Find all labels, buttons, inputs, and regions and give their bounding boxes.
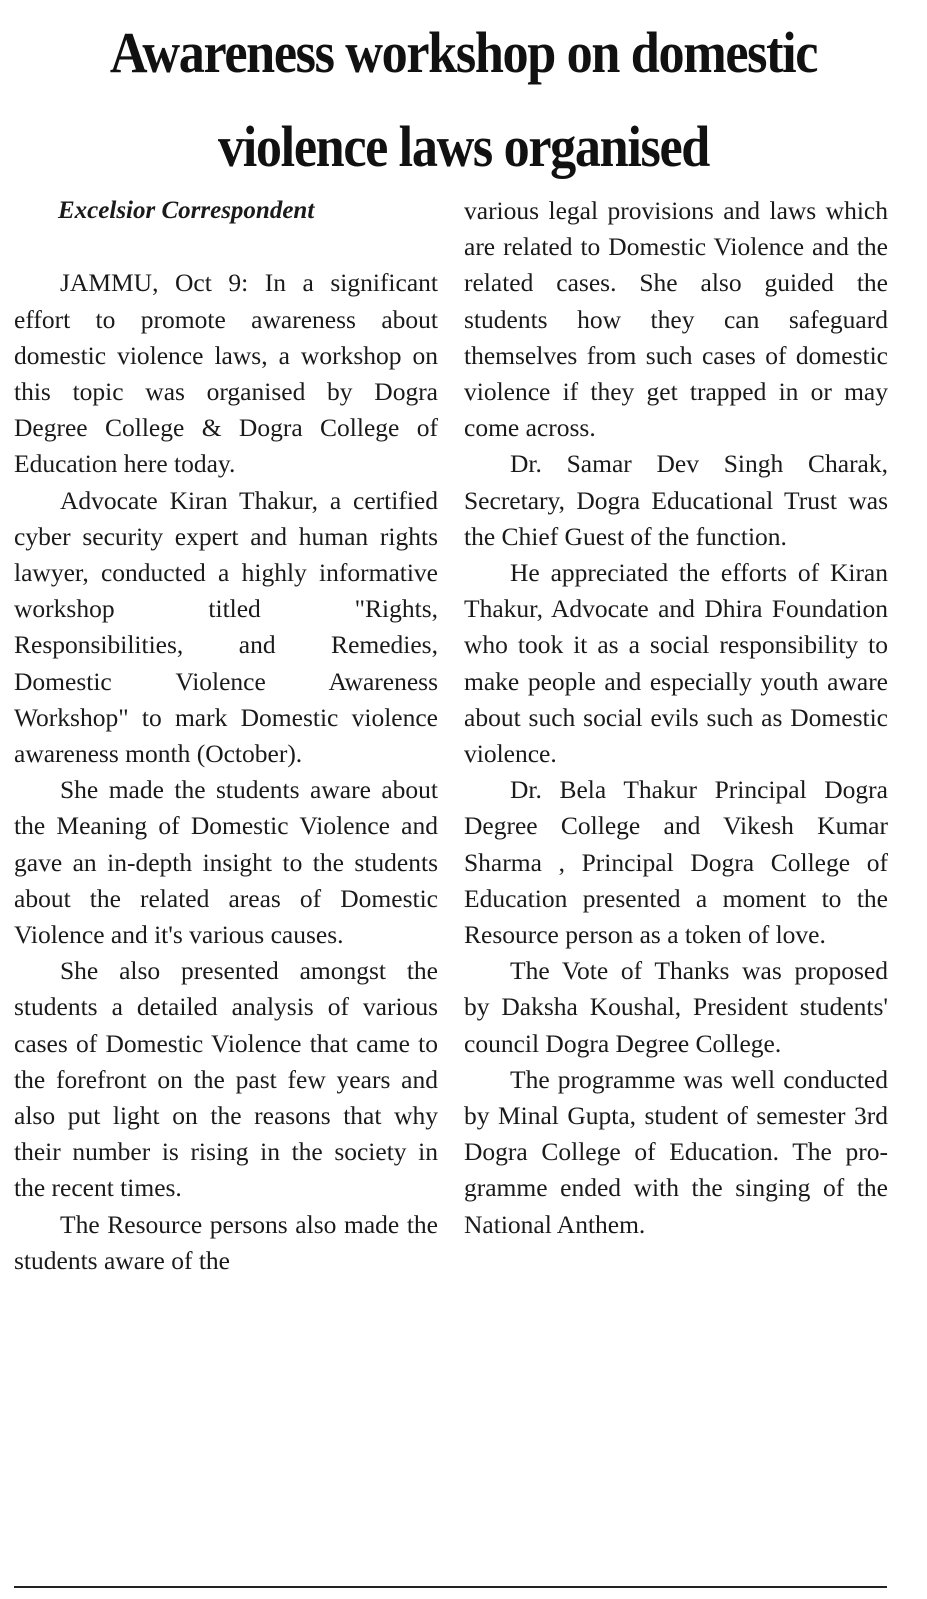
bottom-divider — [14, 1586, 887, 1588]
article-column-right — [464, 193, 888, 1243]
byline: Excelsior Correspondent — [58, 197, 315, 224]
article-paragraph-continued: various legal provisions and laws which are related to Domestic Violence and the related cases. She also guided the students how they can safeguard themselves from such cases of domestic violence if they get trapped in or may come across. — [464, 196, 888, 443]
headline: Awareness workshop on domestic violence laws organised — [109, 20, 818, 179]
article-paragraph: She also presented amongst the students a detailed analysis of various cases of Domestic Violence that came to the forefront on the past few years and also put light on the reasons that why their number is rising in the society in the recent times. — [14, 956, 438, 1203]
article-paragraph: She made the students aware about the Meaning of Domestic Violence and gave an in-depth insight to the students about the related areas of Domestic Violence and it's various causes. — [14, 775, 438, 950]
article-paragraph: Dr. Samar Dev Singh Charak, Secretary, Dogra Educational Trust was the Chief Guest of the function. — [464, 449, 888, 551]
article-paragraph: The Vote of Thanks was proposed by Daksha Koushal, President students' council Dogra Degree College. — [464, 956, 888, 1058]
article-column-left — [14, 193, 438, 1279]
article-paragraph: Advocate Kiran Thakur, a certified cyber security expert and human rights lawyer, conducted a highly informative workshop titled "Rights, Responsibilities, and Remedies, Domestic Violence Awareness Workshop" to mark Domestic violence awareness month (October). — [14, 485, 438, 769]
article-paragraph: JAMMU, Oct 9: In a significant effort to promote awareness about domestic violence laws, a workshop on this topic was organised by Dogra Degree College & Dogra College of Education here today. — [14, 268, 438, 479]
article-paragraph: The Resource persons also made the students aware of the — [14, 1209, 438, 1275]
article-paragraph: He appreciated the efforts of Kiran Thakur, Advocate and Dhira Foundation who took it as a social responsibility to make people and especially youth aware about such social evils such as Domestic violence. — [464, 558, 888, 769]
article-paragraph: The programme was well conducted by Minal Gupta, student of semester 3rd Dogra College of Education. The programme ended with the singing of the National Anthem. — [464, 1064, 888, 1239]
article-paragraph: Dr. Bela Thakur Principal Dogra Degree College and Vikesh Kumar Sharma , Principal Dogra College of Education presented a moment to the Resource person as a token of love. — [464, 775, 888, 950]
